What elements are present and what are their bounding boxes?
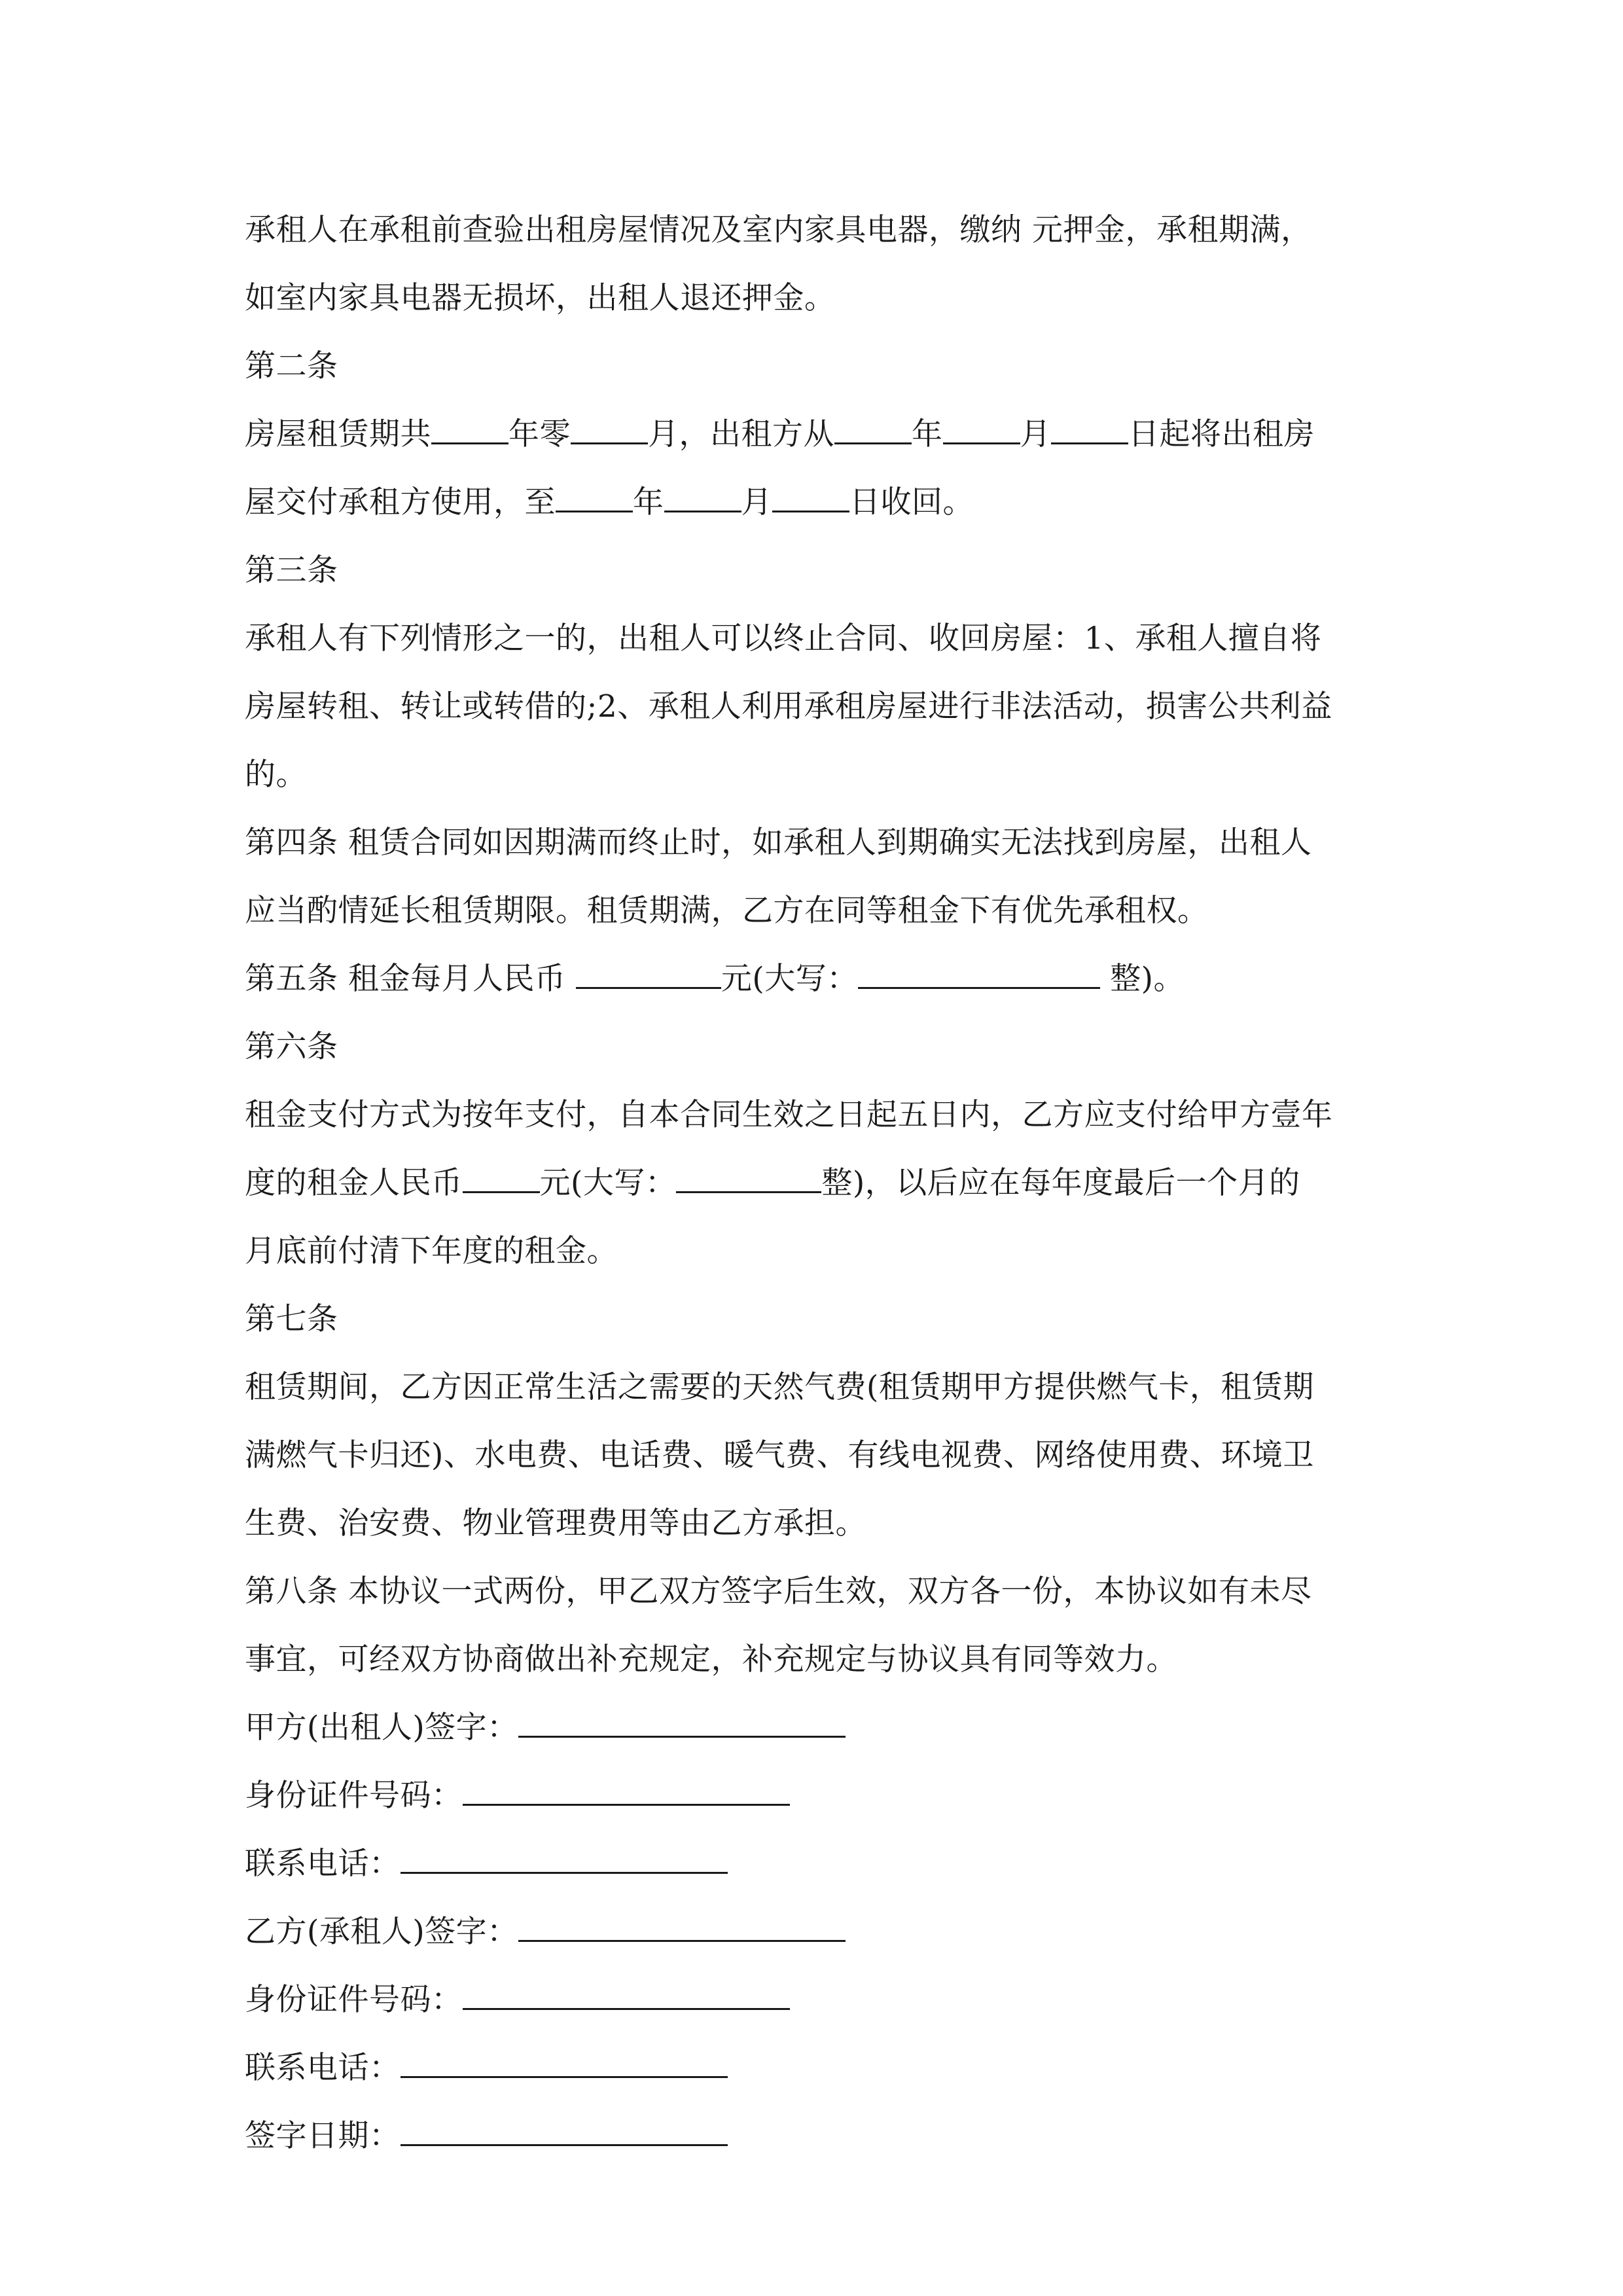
party-a-signature-field[interactable]: [518, 1710, 846, 1738]
monthly-rent-words-blank[interactable]: [858, 961, 1100, 989]
article-2-heading: 第二条: [245, 348, 338, 384]
lease-months-blank[interactable]: [571, 416, 648, 444]
annual-rent-words-blank[interactable]: [676, 1165, 821, 1193]
article-8-line-1: 第八条 本协议一式两份，甲乙双方签字后生效，双方各一份，本协议如有未尽: [245, 1573, 1312, 1609]
article-7-line-3: 生费、治安费、物业管理费用等由乙方承担。: [245, 1505, 866, 1541]
party-a-phone-row: 联系电话：: [245, 1830, 1383, 1898]
contract-page: [245, 196, 1383, 2170]
party-b-id-row: 身份证件号码：: [245, 1966, 1383, 2034]
monthly-rent-blank[interactable]: [576, 961, 721, 989]
article-2-line-1: 房屋租赁期共 年零 月，出租方从 年 月 日起将出租房: [245, 416, 1315, 452]
article-6-line-3: 月底前付清下年度的租金。: [245, 1233, 618, 1269]
article-6-heading: 第六条: [245, 1029, 338, 1065]
article-6-line-1: 租金支付方式为按年支付，自本合同生效之日起五日内，乙方应支付给甲方壹年: [245, 1097, 1333, 1133]
article-3-line-1: 承租人有下列情形之一的，出租人可以终止合同、收回房屋：1、承租人擅自将: [245, 620, 1322, 656]
party-b-phone-row: 联系电话：: [245, 2034, 1383, 2102]
article-8-line-2: 事宜，可经双方协商做出补充规定，补充规定与协议具有同等效力。: [245, 1641, 1177, 1677]
party-a-id-field[interactable]: [463, 1778, 790, 1806]
article-5: 第五条 租金每月人民币 元(大写： 整)。: [245, 961, 1185, 997]
article-7-line-2: 满燃气卡归还)、水电费、电话费、暖气费、有线电视费、网络使用费、环境卫: [245, 1437, 1314, 1473]
party-b-phone-field[interactable]: [401, 2050, 728, 2078]
article-4-line-1: 第四条 租赁合同如因期满而终止时，如承租人到期确实无法找到房屋，出租人: [245, 825, 1312, 861]
article-7-heading: 第七条: [245, 1301, 338, 1337]
annual-rent-blank[interactable]: [463, 1165, 540, 1193]
party-b-signature-field[interactable]: [518, 1914, 846, 1942]
article-6-line-2: 度的租金人民币 元(大写： 整)，以后应在每年度最后一个月的: [245, 1165, 1300, 1201]
deposit-line-1: 承租人在承租前查验出租房屋情况及室内家具电器，缴纳 元押金，承租期满，: [245, 212, 1312, 248]
article-2-line-2: 屋交付承租方使用，至 年 月 日收回。: [245, 484, 974, 520]
article-3-heading: 第三条: [245, 552, 338, 588]
article-3-line-2: 房屋转租、转让或转借的;2、承租人利用承租房屋进行非法活动，损害公共利益: [245, 689, 1332, 725]
end-month-blank[interactable]: [664, 484, 741, 512]
article-3-line-3: 的。: [245, 757, 307, 793]
party-b-signature-row: 乙方(承租人)签字：: [245, 1898, 1383, 1966]
end-year-blank[interactable]: [556, 484, 633, 512]
sign-date-field[interactable]: [401, 2118, 728, 2146]
party-a-phone-field[interactable]: [401, 1846, 728, 1874]
article-7-line-1: 租赁期间，乙方因正常生活之需要的天然气费(租赁期甲方提供燃气卡，租赁期: [245, 1369, 1314, 1405]
party-a-id-row: 身份证件号码：: [245, 1762, 1383, 1830]
end-day-blank[interactable]: [772, 484, 849, 512]
start-year-blank[interactable]: [834, 416, 912, 444]
start-day-blank[interactable]: [1051, 416, 1128, 444]
party-a-signature-row: 甲方(出租人)签字：: [245, 1694, 1383, 1762]
deposit-line-2: 如室内家具电器无损坏，出租人退还押金。: [245, 280, 836, 316]
article-4-line-2: 应当酌情延长租赁期限。租赁期满，乙方在同等租金下有优先承租权。: [245, 893, 1209, 929]
start-month-blank[interactable]: [943, 416, 1020, 444]
sign-date-row: 签字日期：: [245, 2102, 1383, 2170]
party-b-id-field[interactable]: [463, 1982, 790, 2010]
lease-years-blank[interactable]: [431, 416, 508, 444]
